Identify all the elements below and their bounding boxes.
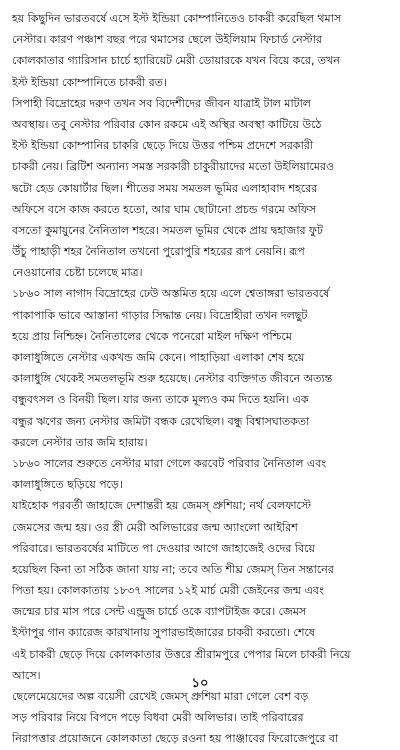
text-line: কালাধুঙ্গিতে নেস্টার একখন্ড জমি কেনে। পাহাড়িয়া এলাকা শেষ হয়ে (12, 351, 305, 364)
text-line: এই চাকরী ছেড়ে দিয়ে কোলকাতার উত্তরে শ্রীরামপুরে পেপার মিলে চাকরী নিয়ে (12, 647, 351, 661)
page-number: ১০ (191, 676, 209, 691)
text-line: বন্ধুর ঋণের জন্য নেস্টার জমিটা বন্ধক রেখেছিল। বন্ধু বিশ্বাসঘাতকতা (12, 414, 310, 428)
text-line: কোলকাতার গ্যারিসান চার্চে হ্যারিয়েট মেরী ডোয়ারকে যখন বিয়ে করে, তখন (12, 54, 340, 68)
text-line: নেস্টার। কারণ পঞ্চাশ বছর পরে থমাসের ছেলে উইলিয়াম ফিচার্ড নেস্টার (12, 33, 322, 47)
text-line: ১৮৬০ সাল নাগাদ বিদ্রোহের ঢেউ অস্তমিত হয়ে এলে শ্বেতাঙ্গরা ভারতবর্ষে (12, 287, 330, 301)
text-line: দ্বটো হেড কোয়ার্টার ছিল। শীতের সময় সমতল ভূমির এলাহাবাদ শহরের (12, 181, 318, 195)
text-line: হয় কিছুদিন ভারতবর্ষে এসে ইস্ট ইন্ডিয়া কোম্পানিতেও চাকরী করেছিল থমাস (12, 12, 342, 25)
text-line: চাকরী নেয়। ব্রিটিশ অন্যান্য সমস্ত সরকারী চাকুরীয়াদের মতো উইলিয়ামেরও (12, 160, 335, 174)
text-body (12, 8, 388, 750)
text-line: বন্ধুবৎসল ও বিনয়ী ছিল। যার জন্য তাকে মূল্যও কম দিতে হয়নি। এক (12, 393, 309, 407)
text-line: উঁচু পাহাড়ী শহর নৈনিতাল তখনো পুরোপুরি শহরের রূপ নেয়নি। রূপ (12, 245, 305, 259)
text-line: সিপাহী বিদ্রোহের দরুণ তখন সব বিদেশীদের জীবন যাত্রাই টাল মাটাল (12, 96, 311, 110)
text-line: হয়েছিল কিনা তা সঠিক জানা যায় না; তবে অতি শীঘ্র জেমস্ তিন সন্তানের (12, 562, 334, 576)
text-line: করলে নেস্টার তার জমি হারায়। (12, 435, 148, 449)
text-line: সড় পরিবার নিয়ে বিপদে পড়ে বিধবা মেরী অলিভার। তাই পরিবারের (12, 711, 304, 725)
text-line: ১৮৬০ সালের শুরুতে নেস্টার মারা গেলে করবেট পরিবার নৈনিতাল এবং (12, 456, 327, 470)
text-line: জন্মের চার মাস পরে সেন্ট এন্ড্রুজ চার্চে ওকে ব্যাপটাইজ করে। জেমস (12, 605, 307, 619)
text-line: নেওয়ানোর চেষ্টা চলেছে মাত্র। (12, 266, 143, 280)
text-line: ছেলেমেয়েদের অল্প বয়েসী রেখেই জেমস্ প্রুশিয়া মারা গেলে বেশ বড় (12, 690, 309, 703)
text-line: জেমসের জন্ম হয়। ওর স্ত্রী মেরী অলিভারের জন্ম অ্যাংলো আইরিশ (12, 520, 298, 534)
text-line: নিরাপত্তার প্রয়োজনে কোলকাতা ছেড়ে রওনা হয় পাঞ্জাবের ফিরোজেপুরে বা (12, 732, 339, 746)
text-line: ইস্টাপুর গান ক্যারেজ কারখানায় সুপারভাইজারের চাকরী করতো। শেষে (12, 626, 315, 640)
text-line: পরিবারে। ভারতবর্ষের মাটিতে পা দেওয়ার আগে জাহাজেই ওদের বিয়ে (12, 541, 315, 555)
text-line: কালাধুঙ্গিতে ছড়িয়ে পড়ে। (12, 478, 123, 492)
text-line: পিতা হয়। কোলকাতায় ১৮৩৭ সালের ১২ই মার্চ মেরী জেইনের জন্ম এবং (12, 584, 324, 598)
text-line: হয়ে প্রায় নিশ্চিহ্ন। নৈনিতালের থেকে পনেরো মাইল দক্ষিণ পশ্চিমে (12, 329, 292, 343)
text-line: ইস্ট ইন্ডিয়া কোম্পানির চাকরি ছেড়ে দিয়ে উত্তর পশ্চিম প্রদেশে সরকারী (12, 139, 313, 153)
text-line: ইস্ট ইন্ডিয়া কোম্পানিতে চাকরী রত। (12, 75, 167, 89)
text-line: বসতো কুমায়ুনের নৈনিতাল শহরে। সমতল ভূমির থেকে প্রায় দ্বহাজার ফুট (12, 223, 323, 237)
text-line: যাইহোক পরবর্তী জাহাজে দেশান্তরী হয় জেমস্ প্রুশিয়া; নর্থ বেলফাস্টে (12, 499, 311, 513)
text-line: অবস্থায়। তবু নেস্টার পরিবার কোন রকমে এই অস্থির অবস্থা কাটিয়ে উঠে (12, 117, 322, 131)
text-line: পাকাপাকি ভাবে আস্তানা গাড়ার সিদ্ধান্ত নেয়। বিদ্রোহীরা তখন দলছুট (12, 308, 308, 322)
text-line: আসে। (12, 668, 41, 682)
text-line: কালাধুঙ্গি থেকেই সমতলভূমি শুরু হয়েছে। নেস্টার ব্যক্তিগত জীবনে অত্যন্ত (12, 372, 333, 386)
text-line: অফিসে বসে কাজ করতে হতো, আর ঘাম ছোটানো প্রচন্ড গরমে অফিস (12, 202, 317, 216)
